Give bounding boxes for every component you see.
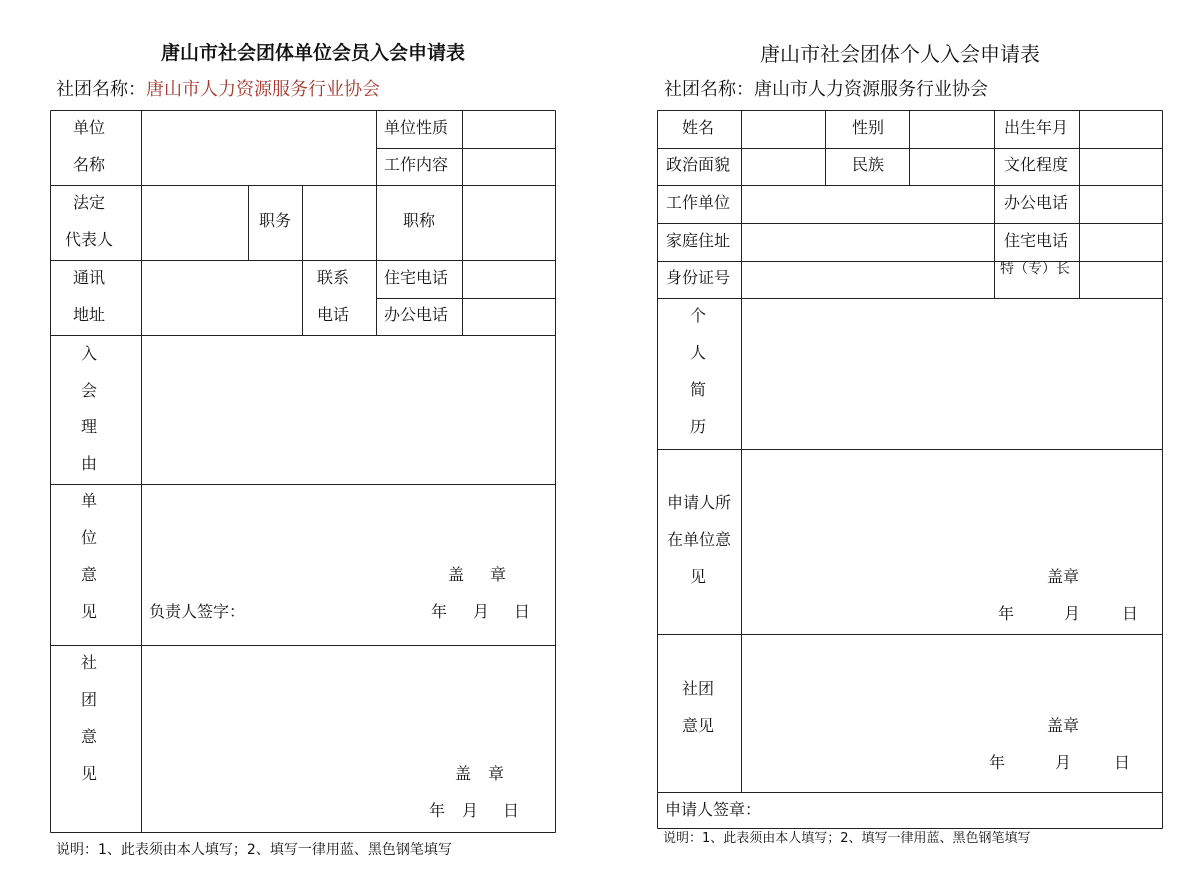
left-unit-nature-label: 单位性质 — [384, 118, 449, 137]
right-ethnicity-label: 民族 — [852, 155, 885, 174]
left-responsible-signature-label: 负责人签字： — [149, 602, 246, 621]
right-home-address-label: 家庭住址 — [666, 231, 731, 250]
left-society-day: 日 — [503, 801, 520, 820]
left-home-phone-label: 住宅电话 — [384, 268, 449, 287]
right-society-day: 日 — [1114, 753, 1131, 772]
left-unit-day: 日 — [514, 602, 531, 621]
right-political-label: 政治面貌 — [666, 155, 731, 174]
left-society-month: 月 — [462, 801, 479, 820]
left-reason-char-2: 会 — [81, 381, 98, 400]
right-applicant-unit-label-3: 见 — [690, 567, 707, 586]
right-gender-label: 性别 — [852, 118, 885, 137]
left-org-name: 唐山市人力资源服务行业协会 — [146, 79, 380, 100]
left-unit-opinion-char-2: 位 — [81, 528, 98, 547]
left-society-opinion-char-4: 见 — [81, 764, 98, 783]
left-unit-label-1: 单位 — [73, 118, 106, 137]
right-id-number-label: 身份证号 — [666, 268, 731, 287]
left-society-opinion-char-1: 社 — [81, 653, 98, 672]
left-unit-month: 月 — [473, 602, 490, 621]
left-legal-label-1: 法定 — [73, 193, 106, 212]
right-education-label: 文化程度 — [1004, 155, 1069, 174]
left-unit-opinion-char-4: 见 — [81, 602, 98, 621]
right-society-year: 年 — [989, 753, 1006, 772]
left-unit-seal-2: 章 — [490, 565, 507, 584]
left-society-opinion-char-2: 团 — [81, 690, 98, 709]
left-unit-opinion-char-3: 意 — [81, 565, 98, 584]
left-society-seal-2: 章 — [488, 764, 505, 783]
right-specialty-label: 特（专）长 — [1000, 261, 1070, 277]
left-title-rank-label: 职称 — [403, 211, 436, 230]
left-unit-label-2: 名称 — [73, 155, 106, 174]
right-name-label: 姓名 — [682, 118, 715, 137]
right-work-unit-label: 工作单位 — [666, 193, 731, 212]
right-society-seal: 盖章 — [1047, 716, 1080, 735]
right-home-phone-label: 住宅电话 — [1004, 231, 1069, 250]
right-applicant-signature-label: 申请人签章： — [665, 800, 762, 819]
left-address-label-2: 地址 — [73, 305, 106, 324]
left-org-label: 社团名称： — [56, 79, 146, 100]
right-unit-month: 月 — [1064, 604, 1081, 623]
left-position-label: 职务 — [259, 211, 292, 230]
right-resume-char-3: 简 — [690, 380, 707, 399]
left-form-note: 说明：1、此表须由本人填写；2、填写一律用蓝、黑色钢笔填写 — [56, 842, 452, 858]
right-unit-day: 日 — [1122, 604, 1139, 623]
left-office-phone-label: 办公电话 — [384, 305, 449, 324]
right-society-month: 月 — [1055, 753, 1072, 772]
right-resume-char-4: 历 — [690, 417, 707, 436]
left-reason-char-3: 理 — [81, 417, 98, 436]
right-unit-seal: 盖章 — [1047, 567, 1080, 586]
right-society-label-1: 社团 — [682, 679, 715, 698]
left-contact-label-1: 联系 — [317, 268, 350, 287]
right-org-label: 社团名称： — [664, 79, 754, 100]
left-legal-label-2: 代表人 — [65, 230, 114, 249]
left-society-opinion-char-3: 意 — [81, 727, 98, 746]
right-society-label-2: 意见 — [682, 716, 715, 735]
right-birth-label: 出生年月 — [1004, 118, 1069, 137]
left-unit-seal-1: 盖 — [448, 565, 465, 584]
left-address-label-1: 通讯 — [73, 268, 106, 287]
left-society-year: 年 — [429, 801, 446, 820]
left-society-seal-1: 盖 — [455, 764, 472, 783]
left-form-title: 唐山市社会团体单位会员入会申请表 — [161, 42, 466, 64]
left-reason-char-4: 由 — [81, 454, 98, 473]
left-contact-label-2: 电话 — [317, 305, 350, 324]
right-unit-year: 年 — [998, 604, 1015, 623]
right-resume-char-2: 人 — [690, 343, 707, 362]
right-resume-char-1: 个 — [690, 306, 707, 325]
right-org-name: 唐山市人力资源服务行业协会 — [754, 79, 988, 100]
right-form-note: 说明：1、此表须由本人填写；2、填写一律用蓝、黑色钢笔填写 — [663, 831, 1031, 846]
left-reason-char-1: 入 — [81, 344, 98, 363]
left-unit-opinion-char-1: 单 — [81, 491, 98, 510]
right-applicant-unit-label-1: 申请人所 — [667, 493, 732, 512]
left-unit-year: 年 — [431, 602, 448, 621]
right-office-phone-label: 办公电话 — [1004, 193, 1069, 212]
right-applicant-unit-label-2: 在单位意 — [667, 530, 732, 549]
right-form-title: 唐山市社会团体个人入会申请表 — [760, 42, 1040, 66]
left-work-content-label: 工作内容 — [384, 155, 449, 174]
